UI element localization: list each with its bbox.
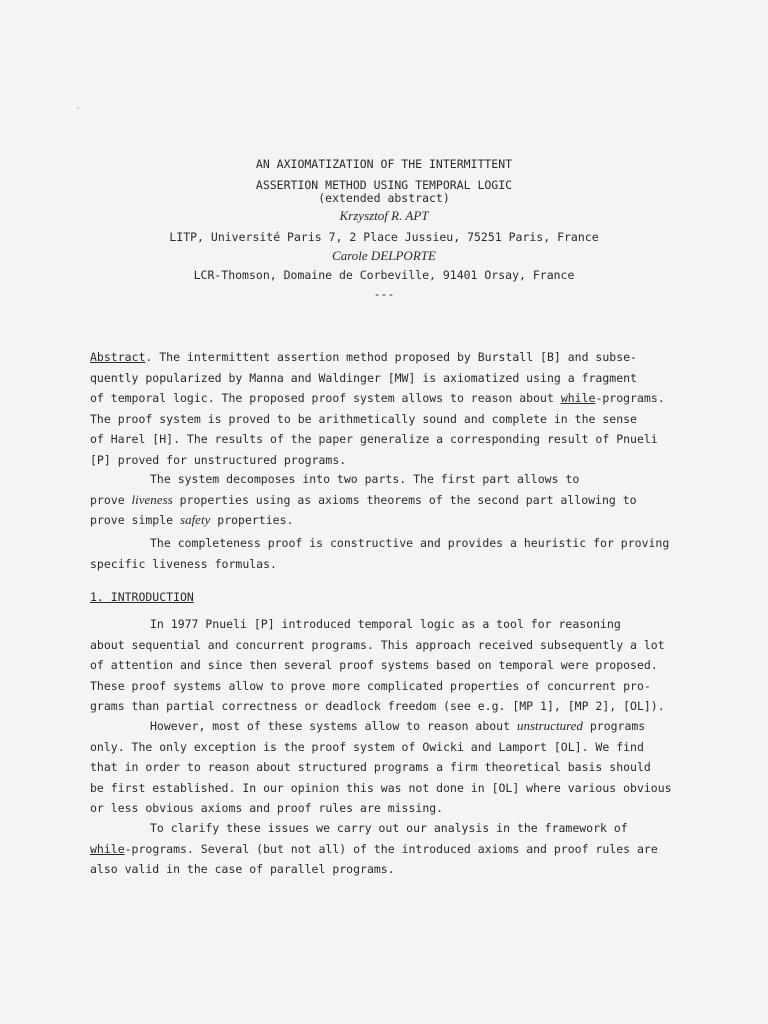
intro-paragraph-1: In 1977 Pnueli [P] introduced temporal logic as a tool for reasoning about sequential and concurrent programs. This approach received subsequently a lot of attention and since then several proof systems based on temporal were proposed. These proof systems allow to prove more complicated properties of concurrent pro- grams than partial correctness or deadlock freedom (see e.g. [MP 1], [MP 2], [OL]).: [90, 617, 665, 714]
title-line-1: AN AXIOMATIZATION OF THE INTERMITTENT: [255, 157, 513, 171]
abstract: Abstract. The intermittent assertion method proposed by Burstall [B] and subse- quently popularized by Manna and Waldinger [MW] is axiomatized using a fragment of temporal logic. The proposed proof system allows to reason about while-programs. The proof system is proved to be arithmetically sound and complete in the sense of Harel [H]. The results of the paper generalize a corresponding result of Pnueli [P] proved for unstructured programs.: [90, 350, 665, 467]
title-line-2: ASSERTION METHOD USING TEMPORAL LOGIC: [255, 178, 513, 192]
author-name: Carole DELPORTE: [332, 248, 436, 263]
intro-paragraph-2: However, most of these systems allow to reason about unstructured programs only. The only exception is the proof system of Owicki and Lamport [OL]. We find that in order to reason about structured programs a firm theoretical basis should be first established. In our opinion this was not done in [OL] where various obvious or less obvious axioms and proof rules are missing.: [90, 718, 672, 816]
abstract-paragraph-2: The system decomposes into two parts. The first part allows to prove liveness properties using as axioms theorems of the second part allowing to prove simple safety properties.: [90, 472, 637, 528]
separator: ---: [373, 287, 395, 301]
scan-speck: [77, 107, 79, 109]
author-affiliation: LCR-Thomson, Domaine de Corbeville, 91401 Orsay, France: [193, 268, 575, 282]
abstract-label: Abstract: [90, 350, 146, 364]
section-heading: 1. INTRODUCTION: [90, 590, 194, 604]
intro-paragraph-3: To clarify these issues we carry out our analysis in the framework of while-programs. Several (but not all) of the introduced axioms and proof rules are also valid in the case of parallel programs.: [90, 821, 658, 877]
abstract-paragraph-3: The completeness proof is constructive and provides a heuristic for proving specific liveness formulas.: [90, 536, 670, 571]
author-affiliation: LITP, Université Paris 7, 2 Place Jussieu, 75251 Paris, France: [169, 230, 599, 244]
title-line-3: (extended abstract): [318, 191, 450, 205]
author-name: Krzysztof R. APT: [339, 208, 429, 223]
